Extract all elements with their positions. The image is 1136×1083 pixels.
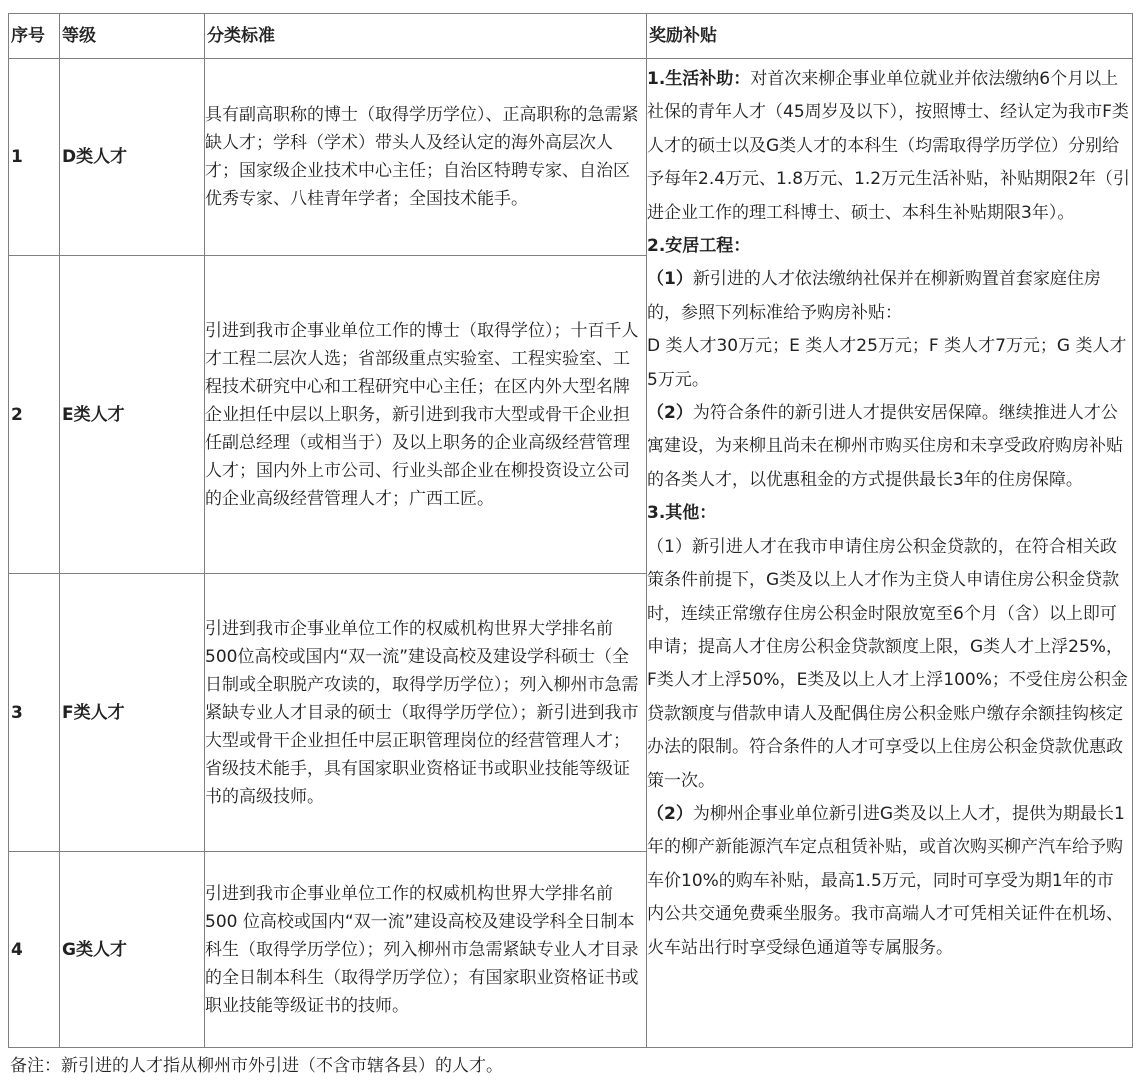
header-criteria: 分类标准 [205,14,647,59]
header-level: 等级 [60,14,205,59]
reward-other-heading: 3.其他： [647,503,717,524]
reward-living-text: 对首次来柳企事业单位就业并依法缴纳6个月以上社保的青年人才（45周岁及以下），按照博士、经认定为我市F类人才的硕士以及G类人才的本科生（均需取得学历学位）分别给予每年2.4万元、1.8万元、1.2万元生活补贴，补贴期限2年（引进企业工作的理工科博士、硕士、本科生补贴期限3年）。 [647,69,1130,223]
row-index: 3 [9,574,60,852]
reward-housing-heading: 2.安居工程： [647,236,751,257]
reward-other-item-2-lead: （2） [647,803,693,824]
row-index: 1 [9,59,60,256]
reward-housing-item-1-lead: （1） [647,269,693,290]
reward-section-living [647,63,1130,230]
row-criteria: 引进到我市企事业单位工作的博士（取得学位）；十百千人才工程二层次人选；省部级重点实验室、工程实验室、工程技术研究中心和工程研究中心主任；在区内外大型名牌企业担任中层以上职务，新引进到我市大型或骨干企业担任副总经理（或相当于）及以上职务的企业高级经营管理人才；国内外上市公司、行业头部企业在柳投资设立公司的企业高级经营管理人才；广西工匠。 [205,256,647,574]
row-index: 4 [9,852,60,1048]
row-criteria: 具有副高职称的博士（取得学历学位）、正高职称的急需紧缺人才；学科（学术）带头人及经认定的海外高层次人才；国家级企业技术中心主任；自治区特聘专家、自治区优秀专家、八桂青年学者；全国技术能手。 [205,59,647,256]
row-level: D类人才 [60,59,205,256]
row-index: 2 [9,256,60,574]
reward-housing-item-2-lead: （2） [647,403,693,424]
table-row [9,59,1133,256]
reward-housing-item-1 [647,263,1130,330]
reward-cell [647,59,1133,1048]
row-level: G类人才 [60,852,205,1048]
reward-housing-item-2 [647,397,1130,497]
row-criteria: 引进到我市企事业单位工作的权威机构世界大学排名前 500 位高校或国内“双一流”建设高校及建设学科全日制本科生（取得学历学位）；列入柳州市急需紧缺专业人才目录的全日制本科生（取得学历学位）；有国家职业资格证书或职业技能等级证书的技师。 [205,852,647,1048]
reward-housing-item-1-text: 新引进的人才依法缴纳社保并在柳新购置首套家庭住房的，参照下列标准给予购房补贴： [647,269,1101,323]
row-criteria: 引进到我市企事业单位工作的权威机构世界大学排名前500位高校或国内“双一流”建设高校及建设学科硕士（全日制或全职脱产攻读的，取得学历学位）；列入柳州市急需紧缺专业人才目录的硕士（取得学历学位）；新引进到我市大型或骨干企业担任中层正职管理岗位的经营管理人才；省级技术能手，具有国家职业资格证书或职业技能等级证书的高级技师。 [205,574,647,852]
row-level: E类人才 [60,256,205,574]
reward-other-item-2 [647,798,1130,965]
table-header-row [9,14,1133,59]
header-index: 序号 [9,14,60,59]
row-level: F类人才 [60,574,205,852]
reward-housing-item-2-text: 为符合条件的新引进人才提供安居保障。继续推进人才公寓建设，为来柳且尚未在柳州市购买住房和未享受政府购房补贴的各类人才，以优惠租金的方式提供最长3年的住房保障。 [647,403,1123,490]
reward-other-item-2-text: 为柳州企事业单位新引进G类及以上人才，提供为期最长1年的柳产新能源汽车定点租赁补贴，或首次购买柳产汽车给予购车价10%的购车补贴，最高1.5万元，同时可享受为期1年的市内公共交通免费乘坐服务。我市高端人才可凭相关证件在机场、火车站出行时享受绿色通道等专属服务。 [647,803,1125,958]
header-reward: 奖励补贴 [647,14,1133,59]
reward-housing-standards: D 类人才30万元；E 类人才25万元；F 类人才7万元；G 类人才5万元。 [647,336,1127,390]
reward-living-heading: 1.生活补助： [647,69,751,89]
reward-other-item-1: （1）新引进人才在我市申请住房公积金贷款的，在符合相关政策条件前提下，G类及以上人才作为主贷人申请住房公积金贷款时，连续正常缴存住房公积金时限放宽至6个月（含）以上即可申请；提高人才住房公积金贷款额度上限，G类人才上浮25%，F类人才上浮50%，E类及以上人才上浮100%；不受住房公积金贷款额度与借款申请人及配偶住房公积金账户缴存余额挂钩核定办法的限制。符合条件的人才可享受以上住房公积金贷款优惠政策一次。 [647,536,1128,791]
talent-policy-table [8,13,1133,1048]
footnote: 备注：新引进的人才指从柳州市外引进（不含市辖各县）的人才。 [10,1056,503,1076]
